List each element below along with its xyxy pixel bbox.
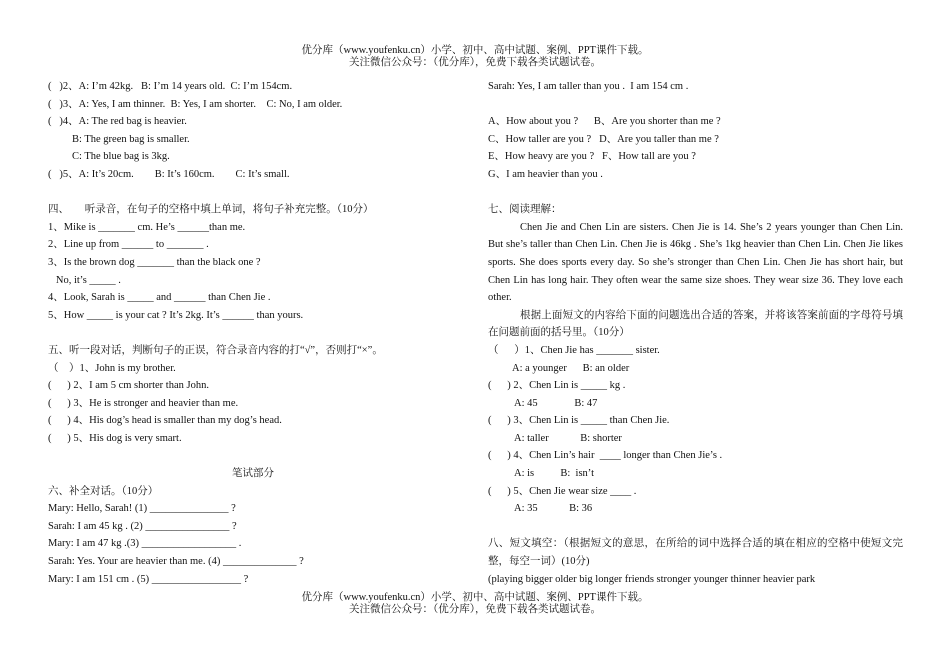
reading-instruction: 根据上面短文的内容给下面的问题选出合适的答案，并将该答案前面的字母符号填在问题前面的括号里。（10分）: [488, 309, 903, 339]
section-5-item: ( ) 3、He is stronger and heavier than me.: [48, 397, 239, 409]
reading-passage: Chen Jie and Chen Lin are sisters. Chen Jie is 14. She’s 2 years younger than Chen Lin. But she’s taller than Chen Lin. Chen Jie is 46kg . She’s 1kg heavier than Chen Lin. Chen Jie likes sports. She does sports every day. So she’s stronger than Chen Lin. Chen Jie has short hair, but Chen Lin has long hair. They often wear the same size shoes. They wear size 36. They love each other.: [488, 221, 903, 304]
footer-line-1: 优分库（www.youfenku.cn）小学、初中、高中试题、案例、PPT课件下载。: [301, 592, 649, 603]
reading-question: ( ) 5、Chen Jie wear size ____ .: [488, 485, 637, 497]
q3-item-4-option-b: B: The green bag is smaller.: [72, 133, 190, 145]
section-4-item: No, it’s _____ .: [48, 274, 121, 286]
q3-item-3: ( )3、A: Yes, I am thinner. B: Yes, I am shorter. C: No, I am older.: [48, 98, 343, 110]
section-5-item: （ ）1、John is my brother.: [48, 362, 176, 374]
section-4-item: 4、Look, Sarah is _____ and ______ than Chen Jie .: [48, 292, 271, 304]
reading-question-options: A: 35 B: 36: [514, 503, 593, 515]
dialogue-line: Mary: I am 47 kg .(3) __________________ .: [48, 538, 242, 550]
written-part-title: 笔试部分: [232, 468, 274, 480]
right-column: [488, 78, 903, 588]
section-4-title: 四、 听录音，在句子的空格中填上单词，将句子补充完整。（10分）: [48, 204, 374, 216]
option-line: C、How taller are you ? D、Are you taller than me ?: [488, 133, 719, 145]
left-column: [48, 78, 458, 588]
section-5-item: ( ) 4、His dog’s head is smaller than my dog’s head.: [48, 415, 282, 427]
reading-question-options: A: 45 B: 47: [514, 397, 598, 409]
dialogue-line: Mary: I am 151 cm . (5) _________________ ?: [48, 573, 249, 585]
section-7-title: 七、阅读理解：: [488, 204, 562, 216]
header-line-2: 关注微信公众号：（优分库），免费下载各类试题试卷。: [349, 57, 601, 68]
option-line: G、I am heavier than you .: [488, 168, 603, 180]
q3-item-2: ( )2、A: I’m 42kg. B: I’m 14 years old. C: I’m 154cm.: [48, 81, 293, 92]
section-4-item: 1、Mike is _______ cm. He’s ______than me.: [48, 221, 246, 233]
section-5-title: 五、听一段对话，判断句子的正误，符合录音内容的打“√”，否则打“×”。: [48, 344, 383, 356]
dialogue-line: Sarah: I am 45 kg . (2) ________________ ?: [48, 520, 237, 532]
section-4-item: 3、Is the brown dog _______ than the black one ?: [48, 256, 261, 268]
section-6-title: 六、补全对话。（10分）: [48, 485, 159, 497]
dialogue-line: Mary: Hello, Sarah! (1) _______________ ?: [48, 503, 236, 515]
section-4-item: 5、How _____ is your cat ? It’s 2kg. It’s ______ than yours.: [48, 309, 304, 321]
q3-item-5: ( )5、A: It’s 20cm. B: It’s 160cm. C: It’s small.: [48, 168, 290, 180]
reading-question: ( ) 4、Chen Lin’s hair ____ longer than Chen Jie’s .: [488, 450, 723, 462]
page-header: [0, 45, 950, 69]
reading-question-options: A: is B: isn’t: [514, 468, 595, 480]
section-5-item: ( ) 5、His dog is very smart.: [48, 432, 182, 444]
q3-item-4-option-c: C: The blue bag is 3kg.: [72, 151, 170, 163]
section-5-item: ( ) 2、I am 5 cm shorter than John.: [48, 380, 209, 392]
option-line: E、How heavy are you ? F、How tall are you ?: [488, 151, 696, 163]
section-4-item: 2、Line up from ______ to _______ .: [48, 239, 209, 251]
footer-line-2: 关注微信公众号：（优分库），免费下载各类试题试卷。: [349, 604, 601, 615]
option-line: A、How about you ? B、Are you shorter than me ?: [488, 116, 721, 128]
reading-question: （ ）1、Chen Jie has _______ sister.: [488, 344, 660, 356]
header-line-1: 优分库（www.youfenku.cn）小学、初中、高中试题、案例、PPT课件下载。: [301, 45, 649, 56]
q3-item-4: ( )4、A: The red bag is heavier.: [48, 116, 187, 128]
reading-question-options: A: taller B: shorter: [514, 432, 622, 444]
reading-question: ( ) 3、Chen Lin is _____ than Chen Jie.: [488, 415, 670, 427]
reading-question-options: A: a younger B: an older: [512, 362, 630, 374]
reading-question: ( ) 2、Chen Lin is _____ kg .: [488, 380, 626, 392]
word-bank: (playing bigger older big longer friends stronger younger thinner heavier park: [488, 573, 816, 585]
dialogue-line: Sarah: Yes, I am taller than you . I am 154 cm .: [488, 81, 689, 92]
dialogue-line: Sarah: Yes. Your are heavier than me. (4) ______________ ?: [48, 556, 304, 568]
page-footer: [0, 592, 950, 616]
section-8-title: 八、短文填空：（根据短文的意思，在所给的词中选择合适的填在相应的空格中使短文完整，每空一词）(10分): [488, 538, 903, 568]
